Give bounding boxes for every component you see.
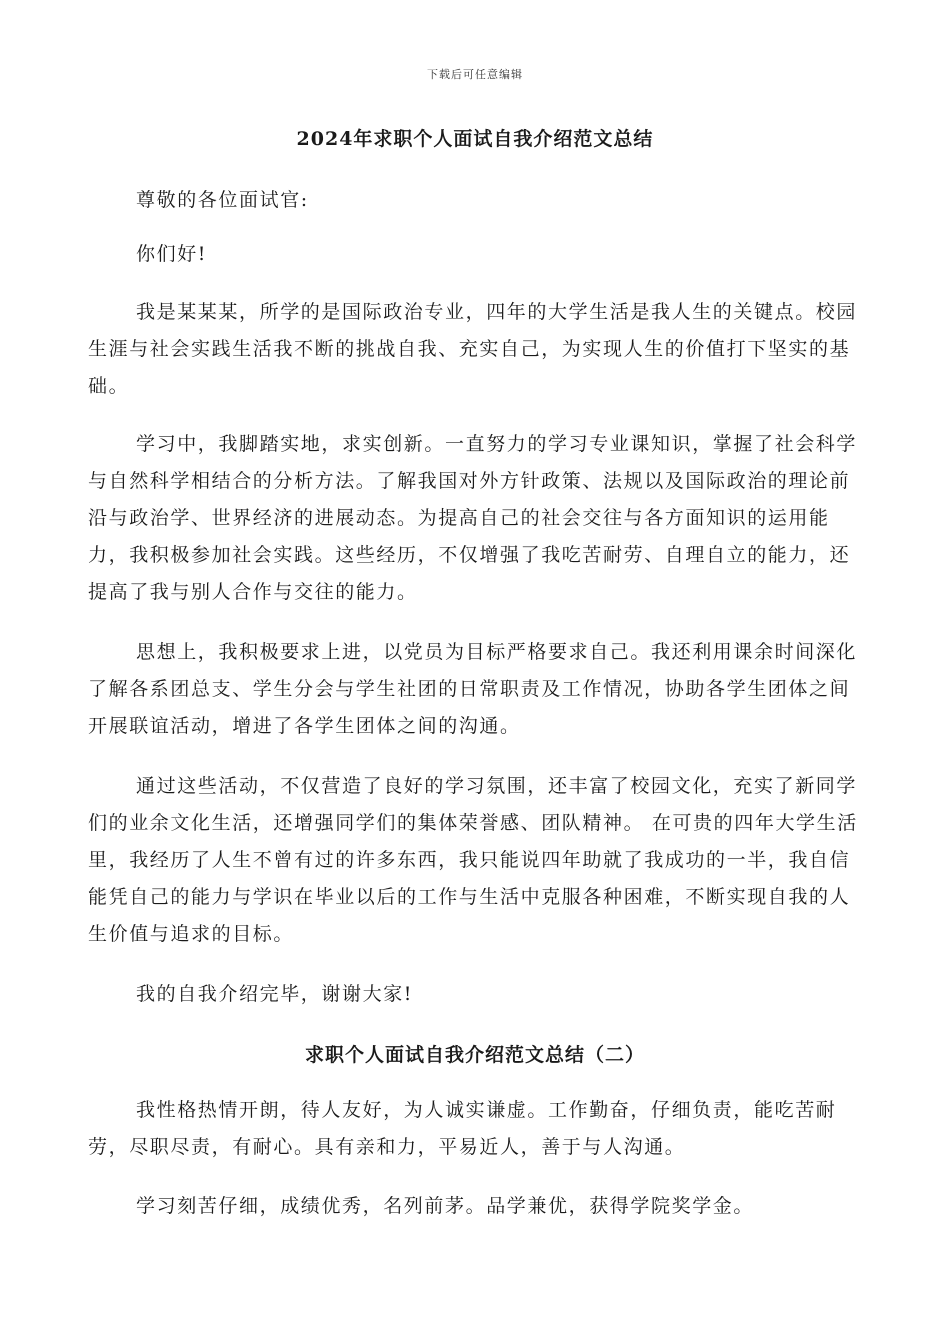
hello-paragraph: 你们好! (136, 243, 208, 265)
greeting-paragraph: 尊敬的各位面试官: (136, 189, 309, 211)
body-paragraph-2: 学习中，我脚踏实地，求实创新。一直努力的学习专业课知识，掌握了社会科学与自然科学相结合的分析方法。了解我国对外方针政策、法规以及国际政治的理论前沿与政治学、世界经济的进展动态。为提高自己的社会交往与各方面知识的运用能力，我积极参加社会实践。这些经历，不仅增强了我吃苦耐劳、自理自立的能力，还提高了我与别人合作与交往的能力。 (88, 433, 858, 603)
body-paragraph-3: 思想上，我积极要求上进，以党员为目标严格要求自己。我还利用课余时间深化了解各系团总支、学生分会与学生社团的日常职责及工作情况，协助各学生团体之间开展联谊活动，增进了各学生团体之间的沟通。 (88, 641, 858, 737)
body-paragraph-4: 通过这些活动，不仅营造了良好的学习氛围，还丰富了校园文化，充实了新同学们的业余文化生活，还增强同学们的集体荣誉感、团队精神。 在可贵的四年大学生活里，我经历了人生不曾有过的许多东西，我只能说四年助就了我成功的一半，我自信能凭自己的能力与学识在毕业以后的工作与生活中克服各种困难，不断实现自我的人生价值与追求的目标。 (88, 775, 858, 945)
header-note: 下载后可任意编辑 (427, 68, 523, 81)
section2-paragraph-2: 学习刻苦仔细，成绩优秀，名列前茅。品学兼优，获得学院奖学金。 (136, 1195, 755, 1217)
closing-paragraph: 我的自我介绍完毕，谢谢大家! (136, 983, 414, 1005)
document-title: 2024年求职个人面试自我介绍范文总结 (296, 128, 654, 150)
section-title-2: 求职个人面试自我介绍范文总结（二） (304, 1044, 645, 1066)
section2-paragraph-1: 我性格热情开朗，待人友好，为人诚实谦虚。工作勤奋，仔细负责，能吃苦耐劳，尽职尽责，有耐心。具有亲和力，平易近人，善于与人沟通。 (88, 1099, 837, 1158)
body-paragraph-1: 我是某某某，所学的是国际政治专业，四年的大学生活是我人生的关键点。校园生涯与社会实践生活我不断的挑战自我、充实自己，为实现人生的价值打下坚实的基础。 (88, 301, 858, 397)
